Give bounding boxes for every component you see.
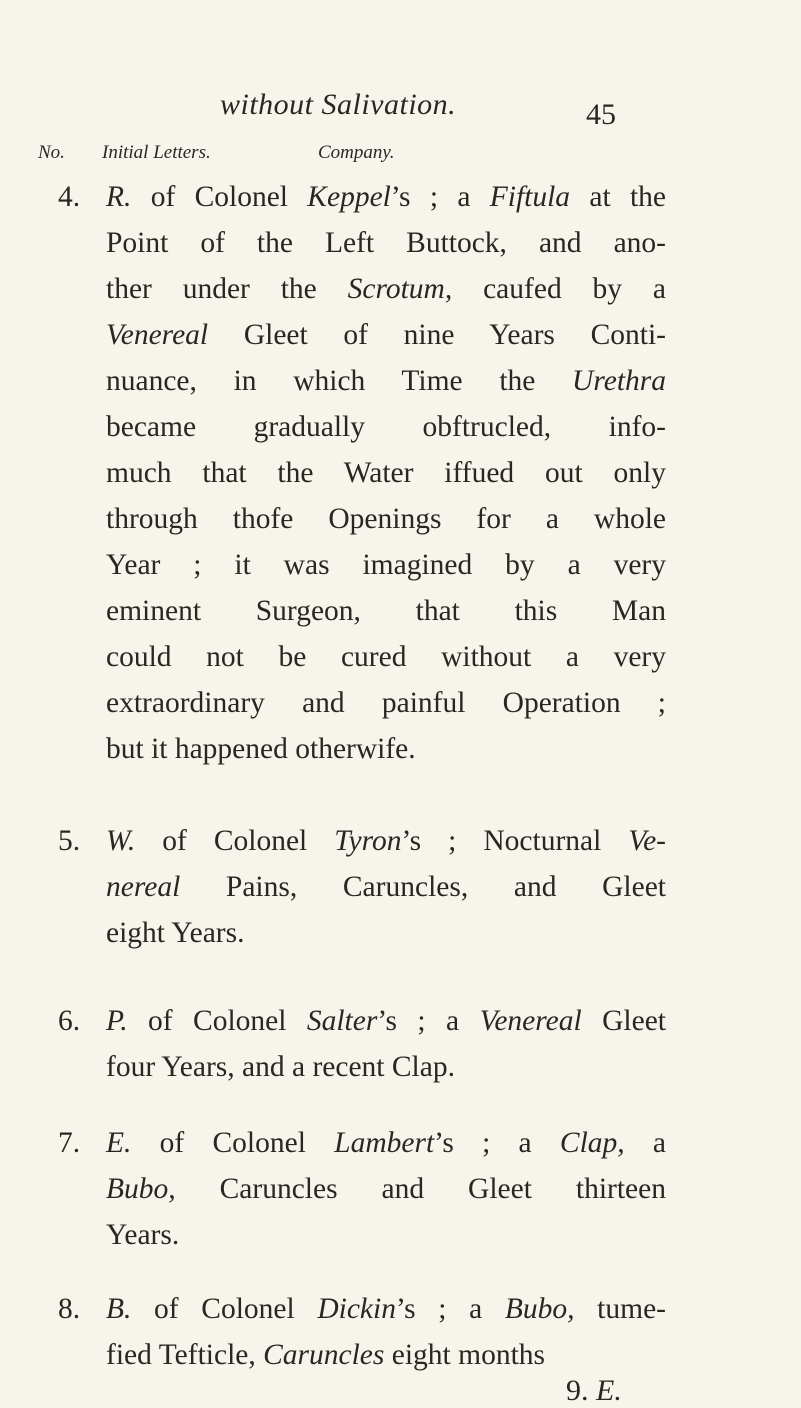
entry-text bbox=[106, 818, 666, 956]
text-run: caufed by a bbox=[452, 273, 666, 305]
text-run: ’s ; a bbox=[390, 181, 490, 213]
text-line bbox=[106, 1044, 666, 1090]
text-line bbox=[106, 266, 666, 312]
text-run: extraordinary and painful Operation ; bbox=[106, 687, 666, 719]
text-line bbox=[106, 496, 666, 542]
text-line bbox=[106, 588, 666, 634]
text-line bbox=[106, 998, 666, 1044]
text-run: Fiftula bbox=[489, 181, 571, 213]
entry-text bbox=[106, 1286, 666, 1378]
text-run: ’s ; a bbox=[377, 1005, 480, 1037]
running-head bbox=[0, 88, 801, 131]
text-run: of Colonel bbox=[131, 1127, 335, 1159]
text-run: much that the Water iffued out only bbox=[106, 457, 666, 489]
text-run: ’s ; a bbox=[395, 1293, 505, 1325]
catchword-letter: E. bbox=[596, 1374, 622, 1407]
text-line bbox=[106, 358, 666, 404]
text-line bbox=[106, 542, 666, 588]
text-line bbox=[106, 174, 666, 220]
entry-text bbox=[106, 174, 666, 772]
text-line bbox=[106, 450, 666, 496]
text-run: W. bbox=[106, 825, 136, 857]
text-run: eight Years. bbox=[106, 917, 245, 949]
text-run: Pains, Caruncles, and Gleet bbox=[180, 871, 666, 903]
text-line bbox=[106, 634, 666, 680]
text-line bbox=[106, 404, 666, 450]
text-run: ther under the bbox=[106, 273, 348, 305]
text-run: R. bbox=[106, 181, 132, 213]
entry-number: 7. bbox=[58, 1127, 81, 1159]
catchword-number: 9. bbox=[566, 1374, 589, 1407]
text-run: Dickin bbox=[317, 1293, 396, 1325]
entry-text bbox=[106, 1120, 666, 1258]
text-run: nereal bbox=[106, 871, 181, 903]
text-run: Years. bbox=[106, 1219, 180, 1251]
text-run: Year ; it was imagined by a very bbox=[106, 549, 666, 581]
text-run: Venereal bbox=[479, 1005, 582, 1037]
text-line bbox=[106, 726, 666, 772]
text-run: eight months bbox=[384, 1339, 545, 1371]
entry-number: 5. bbox=[58, 825, 81, 857]
text-run: Point of the Left Buttock, and ano- bbox=[106, 227, 666, 259]
text-run: Salter bbox=[306, 1005, 378, 1037]
entry-number: 4. bbox=[58, 181, 81, 213]
text-run: at the bbox=[570, 181, 666, 213]
column-head-company: Company. bbox=[318, 142, 395, 163]
text-run: Bubo, bbox=[504, 1293, 575, 1325]
running-title: without Salivation. bbox=[220, 88, 457, 121]
text-line bbox=[106, 864, 666, 910]
text-line bbox=[106, 910, 666, 956]
column-head-no: No. bbox=[38, 142, 65, 163]
text-run: four Years, and a recent Clap. bbox=[106, 1051, 455, 1083]
text-line bbox=[106, 220, 666, 266]
entry-number: 8. bbox=[58, 1293, 81, 1325]
text-line bbox=[106, 1120, 666, 1166]
text-run: eminent Surgeon, that this Man bbox=[106, 595, 666, 627]
entry-number: 6. bbox=[58, 1005, 81, 1037]
text-run: Caruncles bbox=[263, 1339, 385, 1371]
text-run: of Colonel bbox=[127, 1005, 307, 1037]
text-line bbox=[106, 680, 666, 726]
text-run: Tyron bbox=[334, 825, 402, 857]
text-line bbox=[106, 1286, 666, 1332]
entry-text bbox=[106, 998, 666, 1090]
text-run: Ve- bbox=[628, 825, 666, 857]
text-run: Gleet of nine Years Conti- bbox=[208, 319, 666, 351]
text-run: B. bbox=[106, 1293, 132, 1325]
text-run: Scrotum, bbox=[347, 273, 453, 305]
text-line bbox=[106, 1332, 666, 1378]
text-run: P. bbox=[106, 1005, 128, 1037]
text-run: Clap, bbox=[559, 1127, 625, 1159]
text-run: Gleet bbox=[581, 1005, 666, 1037]
text-run: Venereal bbox=[106, 319, 209, 351]
text-run: tume- bbox=[574, 1293, 666, 1325]
catchword bbox=[566, 1374, 622, 1408]
text-run: nuance, in which Time the bbox=[106, 365, 573, 397]
text-run: of Colonel bbox=[135, 825, 335, 857]
text-run: but it happened otherwife. bbox=[106, 733, 416, 765]
text-run: Bubo, bbox=[106, 1173, 176, 1205]
text-run: became gradually obftrucled, info- bbox=[106, 411, 666, 443]
text-line bbox=[106, 818, 666, 864]
text-line bbox=[106, 312, 666, 358]
text-line bbox=[106, 1212, 666, 1258]
text-run: Lambert bbox=[334, 1127, 435, 1159]
text-run: of Colonel bbox=[131, 1293, 318, 1325]
text-run: ’s ; a bbox=[434, 1127, 560, 1159]
text-run: Caruncles and Gleet thirteen bbox=[175, 1173, 666, 1205]
column-head-initial-letters: Initial Letters. bbox=[102, 142, 211, 163]
text-run: ’s ; Nocturnal bbox=[401, 825, 629, 857]
text-run: of Colonel bbox=[131, 181, 308, 213]
text-run: fied Tefticle, bbox=[106, 1339, 264, 1371]
text-run: Urethra bbox=[572, 365, 666, 397]
text-run: could not be cured without a very bbox=[106, 641, 666, 673]
text-run: E. bbox=[106, 1127, 132, 1159]
text-run: through thofe Openings for a whole bbox=[106, 503, 666, 535]
text-run: Keppel bbox=[307, 181, 391, 213]
column-headings bbox=[0, 142, 801, 172]
page-number: 45 bbox=[586, 98, 616, 131]
text-line bbox=[106, 1166, 666, 1212]
text-run: a bbox=[624, 1127, 667, 1159]
